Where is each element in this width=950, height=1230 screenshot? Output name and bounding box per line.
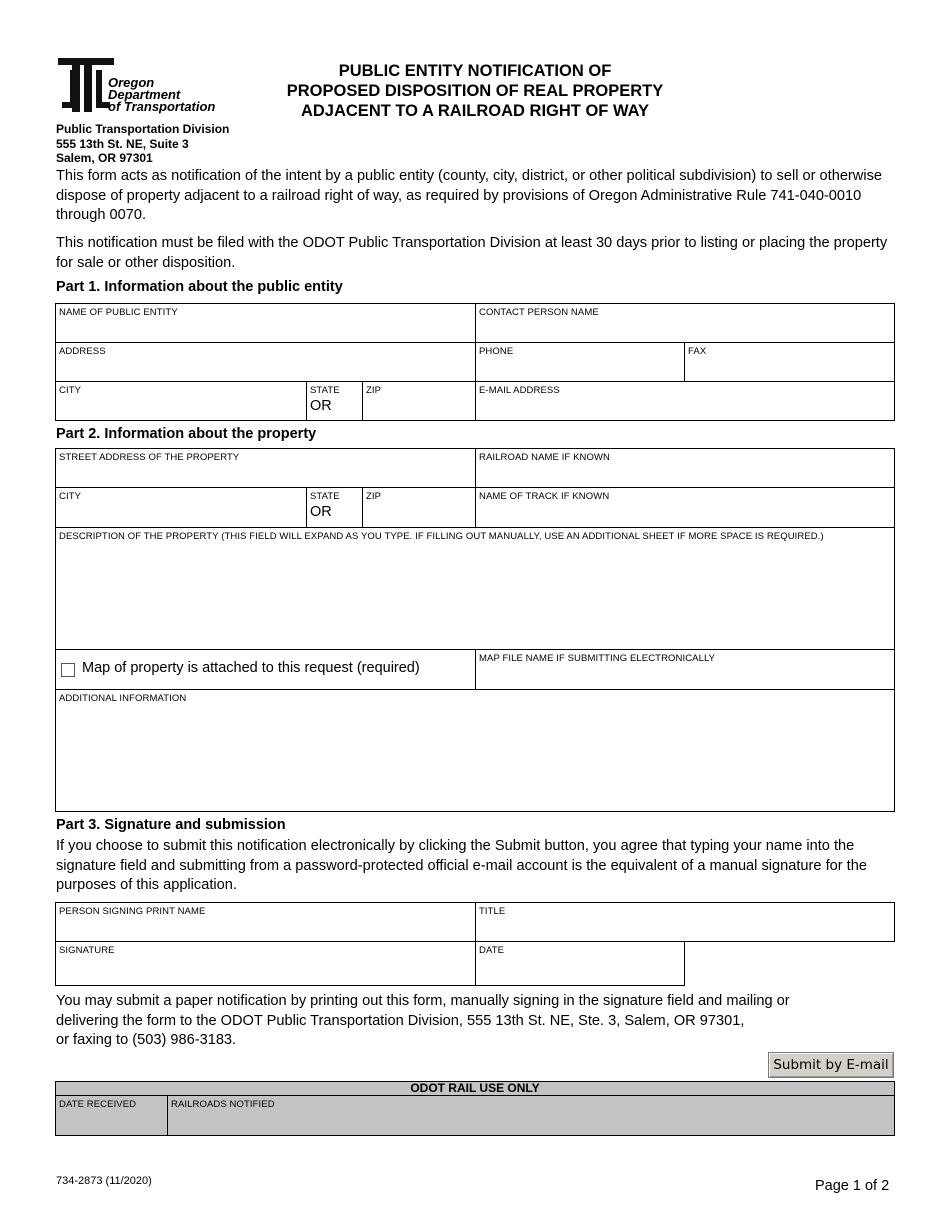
logo-line-3: of Transportation — [108, 99, 216, 114]
date-received-label: DATE RECEIVED — [59, 1099, 137, 1110]
map-attached-row — [55, 649, 476, 690]
map-attached-checkbox[interactable] — [61, 663, 75, 677]
email-field[interactable] — [475, 381, 895, 421]
zip-label: ZIP — [366, 385, 382, 396]
division-street: 555 13th St. NE, Suite 3 — [56, 136, 189, 151]
division-name: Public Transportation Division — [56, 122, 230, 136]
additional-info-label: ADDITIONAL INFORMATION — [59, 693, 187, 704]
address-field[interactable] — [55, 342, 476, 382]
fax-field[interactable] — [684, 342, 895, 382]
rail-use-header — [55, 1081, 895, 1096]
print-name-label: PERSON SIGNING PRINT NAME — [59, 906, 206, 917]
property-state-value: OR — [310, 504, 332, 520]
title-label: TITLE — [479, 906, 506, 917]
date-label: DATE — [479, 945, 505, 956]
odot-logo — [56, 56, 241, 114]
property-state-label: STATE — [310, 491, 340, 502]
zip-field[interactable] — [362, 381, 476, 421]
track-name-field[interactable] — [475, 487, 895, 528]
paper-submission-line-1: You may submit a paper notification by printing out this form, manually signing in the signature field and mailing or — [56, 993, 790, 1009]
logo-line-2: Department — [108, 87, 181, 102]
map-file-name-label: MAP FILE NAME IF SUBMITTING ELECTRONICALLY — [479, 653, 716, 664]
contact-person-label: CONTACT PERSON NAME — [479, 307, 599, 318]
address-label: ADDRESS — [59, 346, 106, 357]
railroad-name-label: RAILROAD NAME IF KNOWN — [479, 452, 610, 463]
part1-heading: Part 1. Information about the public entity — [56, 279, 343, 295]
property-city-label: CITY — [59, 491, 82, 502]
map-file-name-field[interactable] — [475, 649, 895, 690]
railroads-notified-label: RAILROADS NOTIFIED — [171, 1099, 275, 1110]
signature-field[interactable] — [55, 941, 476, 986]
date-received-field[interactable] — [55, 1095, 168, 1136]
property-description-label: DESCRIPTION OF THE PROPERTY (THIS FIELD WILL EXPAND AS YOU TYPE. IF FILLING OUT MANUALLY, USE AN ADDITIONAL SHEET IF MORE SPACE IS REQUIRED.) — [59, 531, 824, 542]
title-field[interactable] — [475, 902, 895, 942]
state-value: OR — [310, 398, 332, 414]
odot-logo-mark-icon — [56, 56, 116, 114]
state-label: STATE — [310, 385, 340, 396]
rail-use-heading: ODOT RAIL USE ONLY — [410, 1081, 540, 1095]
division-address — [56, 122, 229, 166]
property-zip-label: ZIP — [366, 491, 382, 502]
print-name-field[interactable] — [55, 902, 476, 942]
phone-field[interactable] — [475, 342, 685, 382]
fax-label: FAX — [688, 346, 707, 357]
form-title-line-3: ADJACENT TO A RAILROAD RIGHT OF WAY — [300, 102, 650, 120]
track-name-label: NAME OF TRACK IF KNOWN — [479, 491, 610, 502]
railroad-name-field[interactable] — [475, 448, 895, 488]
page-number: Page 1 of 2 — [815, 1178, 890, 1194]
part3-heading: Part 3. Signature and submission — [56, 817, 286, 833]
form-number: 734-2873 (11/2020) — [56, 1175, 152, 1187]
city-label: CITY — [59, 385, 82, 396]
part2-heading: Part 2. Information about the property — [56, 426, 317, 442]
division-city: Salem, OR 97301 — [56, 151, 153, 165]
part3-paragraph: If you choose to submit this notification electronically by clicking the Submit button, you agree that typing your name into the signature field and submitting from a password-protected official e-mail account is the equivalent of a manual signature for the purposes of this application. — [56, 838, 867, 893]
city-field[interactable] — [55, 381, 307, 421]
property-zip-field[interactable] — [362, 487, 476, 528]
property-street-label: STREET ADDRESS OF THE PROPERTY — [59, 452, 240, 463]
paper-submission-line-2: delivering the form to the ODOT Public Transportation Division, 555 13th St. NE, Ste. 3, Salem, OR 97301, — [56, 1012, 745, 1029]
public-entity-name-field[interactable] — [55, 303, 476, 343]
intro-paragraph-1: This form acts as notification of the intent by a public entity (county, city, district, or other political subdivision) to sell or otherwise dispose of property adjacent to a railroad right of way, as required by provisions of Oregon Administrative Rule 741-040-0010 through 0070. — [56, 168, 882, 223]
public-entity-name-label: NAME OF PUBLIC ENTITY — [59, 307, 178, 318]
property-description-field[interactable] — [55, 527, 895, 650]
map-attached-label: Map of property is attached to this request (required) — [82, 660, 420, 676]
intro-paragraph-2: This notification must be filed with the ODOT Public Transportation Division at least 30 days prior to listing or placing the property for sale or other disposition. — [56, 235, 888, 271]
property-street-field[interactable] — [55, 448, 476, 488]
phone-label: PHONE — [479, 346, 514, 357]
paper-submission-text — [56, 992, 901, 1051]
form-title — [225, 61, 725, 121]
form-title-line-1: PUBLIC ENTITY NOTIFICATION OF — [338, 62, 612, 80]
email-label: E-MAIL ADDRESS — [479, 385, 560, 396]
signature-label: SIGNATURE — [59, 945, 115, 956]
paper-submission-line-3: or faxing to (503) 986-3183. — [56, 1032, 237, 1048]
property-state-field[interactable] — [306, 487, 363, 528]
property-city-field[interactable] — [55, 487, 307, 528]
additional-info-field[interactable] — [55, 689, 895, 812]
date-field[interactable] — [475, 941, 685, 986]
contact-person-field[interactable] — [475, 303, 895, 343]
railroads-notified-field[interactable] — [167, 1095, 895, 1136]
state-field[interactable] — [306, 381, 363, 421]
submit-by-email-button[interactable]: Submit by E-mail — [768, 1052, 894, 1078]
form-title-line-2: PROPOSED DISPOSITION OF REAL PROPERTY — [286, 82, 664, 100]
logo-line-1: Oregon — [108, 75, 155, 90]
